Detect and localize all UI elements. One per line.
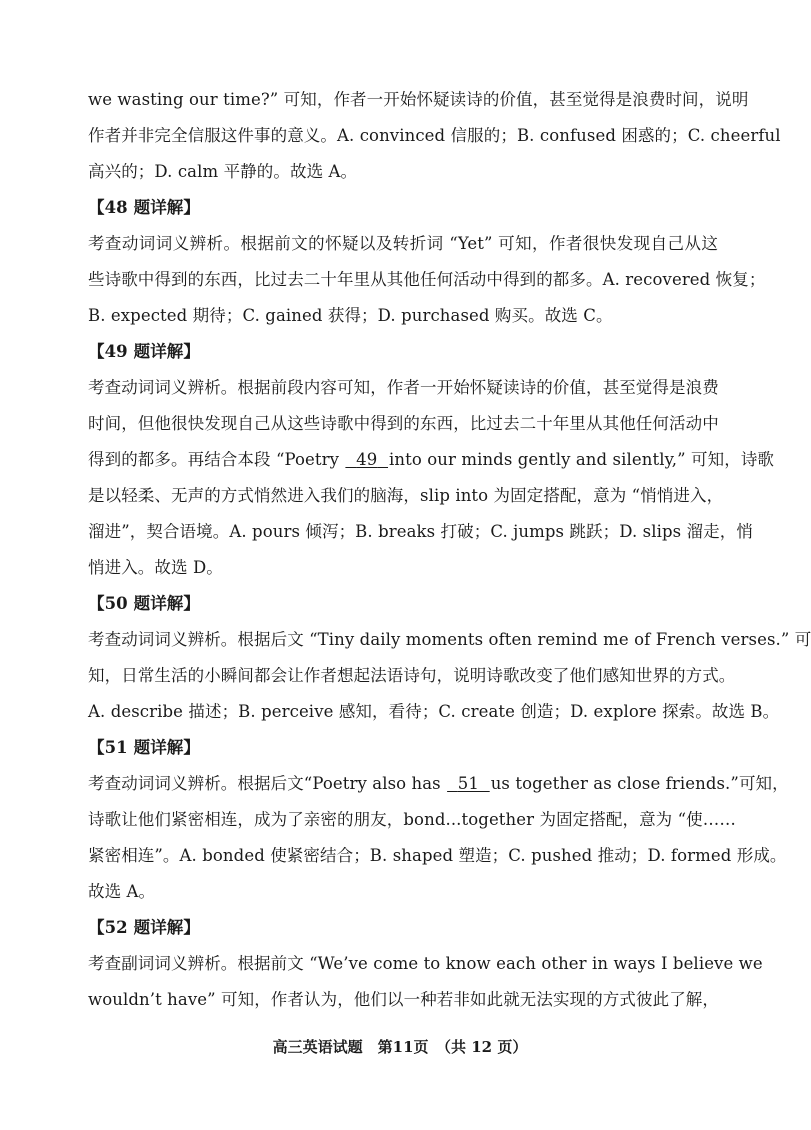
- text-line: 考查动词词义辨析。根据后文 “Tiny daily moments often remind me of French verses.” 可: [88, 630, 811, 649]
- text-line: wouldn’t have” 可知，作者认为，他们以一种若非如此就无法实现的方式彼此了解，: [88, 990, 720, 1009]
- text-line: 考查副词词义辨析。根据前文 “We’ve come to know each other in ways I believe we: [88, 954, 763, 973]
- section-heading-50: 【50 题详解】: [88, 594, 201, 613]
- blank-number: 51: [457, 774, 479, 793]
- text-line: 悄进入。故选 D。: [88, 558, 223, 577]
- text-line: B. expected 期待；C. gained 获得；D. purchased 购买。故选 C。: [88, 306, 613, 325]
- text-line: 紧密相连”。A. bonded 使紧密结合；B. shaped 塑造；C. pushed 推动；D. formed 形成。: [88, 846, 787, 865]
- text-line: 些诗歌中得到的东西，比过去二十年里从其他任何活动中得到的都多。A. recovered 恢复；: [88, 270, 766, 289]
- text-line: we wasting our time?” 可知，作者一开始怀疑读诗的价值，甚至觉得是浪费时间，说明: [88, 90, 749, 109]
- text-line: 考查动词词义辨析。根据前段内容可知，作者一开始怀疑读诗的价值，甚至觉得是浪费: [88, 378, 719, 397]
- text-line: 故选 A。: [88, 882, 156, 901]
- text-line: 溜进”，契合语境。A. pours 倾泻；B. breaks 打破；C. jumps 跳跃；D. slips 溜走，悄: [88, 522, 753, 541]
- text-line: A. describe 描述；B. perceive 感知，看待；C. create 创造；D. explore 探索。故选 B。: [88, 702, 780, 721]
- section-heading-48: 【48 题详解】: [88, 198, 201, 217]
- document-body: [88, 90, 811, 1026]
- section-heading-51: 【51 题详解】: [88, 738, 201, 757]
- section-heading-52: 【52 题详解】: [88, 918, 201, 937]
- text-segment: 得到的都多。再结合本段 “Poetry: [88, 450, 345, 469]
- text-line: 时间，但他很快发现自己从这些诗歌中得到的东西，比过去二十年里从其他任何活动中: [88, 414, 719, 433]
- text-line: 高兴的；D. calm 平静的。故选 A。: [88, 162, 358, 181]
- text-segment: us together as close friends.”可知，: [490, 774, 789, 793]
- text-segment: into our minds gently and silently,” 可知，诗歌: [389, 450, 775, 469]
- text-line: 作者并非完全信服这件事的意义。A. convinced 信服的；B. confused 困惑的；C. cheerful: [88, 126, 781, 145]
- text-line-with-blank: [88, 774, 789, 794]
- text-line-with-blank: [88, 450, 775, 470]
- blank-number: 49: [356, 450, 378, 469]
- text-line: 是以轻柔、无声的方式悄然进入我们的脑海，slip into 为固定搭配，意为 “悄悄进入，: [88, 486, 724, 505]
- text-line: 考查动词词义辨析。根据前文的怀疑以及转折词 “Yet” 可知，作者很快发现自己从这: [88, 234, 718, 253]
- text-segment: 考查动词词义辨析。根据后文“Poetry also has: [88, 774, 447, 793]
- section-heading-49: 【49 题详解】: [88, 342, 201, 361]
- text-line: 诗歌让他们紧密相连，成为了亲密的朋友，bond...together 为固定搭配，意为 “使……: [88, 810, 736, 829]
- page-footer: 高三英语试题 第11页 （共 12 页）: [272, 1038, 528, 1056]
- text-line: 知，日常生活的小瞬间都会让作者想起法语诗句，说明诗歌改变了他们感知世界的方式。: [88, 666, 736, 685]
